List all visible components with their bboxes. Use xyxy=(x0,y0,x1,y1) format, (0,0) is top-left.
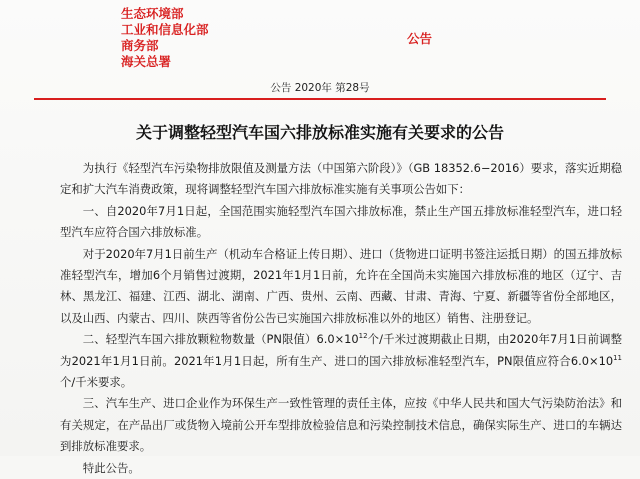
issuer-customs: 海关总署 xyxy=(121,54,172,69)
exponent-12: 12 xyxy=(358,332,368,341)
paragraph-item-1: 一、自2020年7月1日起，全国范围实施轻型汽车国六排放标准，禁止生产国五排放标准轻型汽车，进口轻型汽车应符合国六排放标准。 xyxy=(60,203,622,240)
item-2-part-b: 个/千米过渡期截止日期，由2020年7月1日前调整为2021年1月1日前。2021年1月1日起，所有生产、进口的国六排放标准轻型汽车，PN限值应符合6.0×10 xyxy=(60,332,623,368)
item-2-part-a: 二、轻型汽车国六排放颗粒物数量（PN限值）6.0×10 xyxy=(82,332,359,347)
paragraph-item-2 xyxy=(60,329,622,393)
paragraph-item-3: 三、汽车生产、进口企业作为环保生产一致性管理的责任主体，应按《中华人民共和国大气污染防治法》和有关规定，在产品出厂或货物入境前公开车型排放检验信息和污染控制技术信息，确保实际生产、进口的车辆达到排放标准要求。 xyxy=(60,396,622,454)
red-divider xyxy=(34,98,606,100)
paragraph-closing: 特此公告。 xyxy=(82,460,140,475)
notice-body xyxy=(60,158,622,479)
issuer-commerce: 商务部 xyxy=(121,38,159,53)
issuing-departments xyxy=(121,6,209,70)
item-2-part-c: 个/千米要求。 xyxy=(60,375,133,390)
notice-number: 公告 2020年 第28号 xyxy=(270,82,370,94)
paragraph-intro: 为执行《轻型汽车污染物排放限值及测量方法（中国第六阶段）》（GB 18352.6−2016）要求，落实近期稳定和扩大汽车消费政策，现将调整轻型汽车国六排放标准实施有关事项公告如下： xyxy=(60,161,622,197)
exponent-11: 11 xyxy=(613,353,622,362)
paragraph-transition: 对于2020年7月1日前生产（机动车合格证上传日期）、进口（货物进口证明书签注运抵日期）的国五排放标准轻型汽车，增加6个月销售过渡期，2021年1月1日前，允许在全国尚未实施国六排放标准的地区（辽宁、吉林、黑龙江、福建、江西、湖北、湖南、广西、贵州、云南、西藏、甘肃、青海、宁夏、新疆等省份全部地区，以及山西、内蒙古、四川、陕西等省份公告已实施国六排放标准以外的地区）销售、注册登记。 xyxy=(60,246,622,325)
issuer-industry-it: 工业和信息化部 xyxy=(121,22,209,37)
issuer-ecology-environment: 生态环境部 xyxy=(121,6,184,21)
document-type-label: 公告 xyxy=(407,31,433,46)
notice-title: 关于调整轻型汽车国六排放标准实施有关要求的公告 xyxy=(135,123,504,142)
